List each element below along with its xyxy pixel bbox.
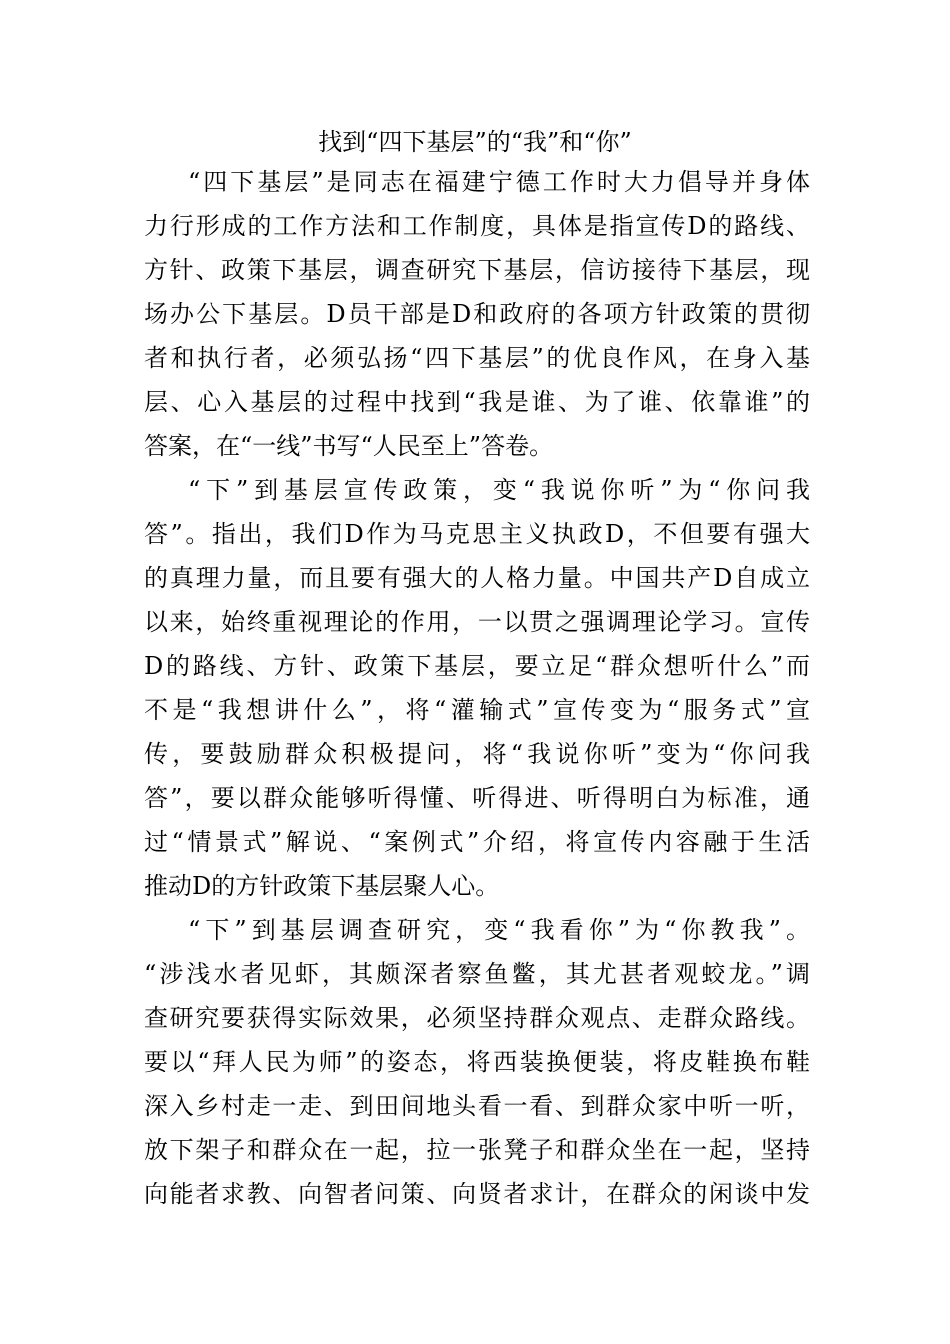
text-line: 者和执行者，必须弘扬“四下基层”的优良作风，在身入基 [144,344,810,372]
text-line: 场办公下基层。D员干部是D和政府的各项方针政策的贯彻 [144,300,810,328]
document-title: 找到“四下基层”的“我”和“你” [318,128,632,156]
text-line: 推动D的方针政策下基层聚人心。 [144,872,500,900]
text-line: “下”到基层调查研究，变“我看你”为“你教我”。 [188,916,810,944]
text-line: 答案，在“一线”书写“人民至上”答卷。 [144,432,554,460]
text-line: 答”。指出，我们D作为马克思主义执政D，不但要有强大 [144,520,810,548]
text-line: 要以“拜人民为师”的姿态，将西装换便装，将皮鞋换布鞋 [144,1048,810,1076]
text-line: 力行形成的工作方法和工作制度，具体是指宣传D的路线、 [144,212,810,240]
text-line: 层、心入基层的过程中找到“我是谁、为了谁、依靠谁”的 [144,388,810,416]
text-line: “下”到基层宣传政策，变“我说你听”为“你问我 [188,476,810,504]
text-line: 答”，要以群众能够听得懂、听得进、听得明白为标准，通 [144,784,810,812]
text-line: “四下基层”是同志在福建宁德工作时大力倡导并身体 [188,168,810,196]
text-line: 以来，始终重视理论的作用，一以贯之强调理论学习。宣传 [144,608,810,636]
text-line: 向能者求教、向智者问策、向贤者求计，在群众的闲谈中发 [144,1180,810,1208]
text-line: 方针、政策下基层，调查研究下基层，信访接待下基层，现 [144,256,810,284]
text-line: 的真理力量，而且要有强大的人格力量。中国共产D自成立 [144,564,810,592]
text-line: 过“情景式”解说、“案例式”介绍，将宣传内容融于生活 [144,828,810,856]
text-line: 不是“我想讲什么”，将“灌输式”宣传变为“服务式”宣 [144,696,810,724]
document-body [144,160,810,1216]
text-line: 查研究要获得实际效果，必须坚持群众观点、走群众路线。 [144,1004,810,1032]
text-line: 传，要鼓励群众积极提问，将“我说你听”变为“你问我 [144,740,810,768]
text-line: D的路线、方针、政策下基层，要立足“群众想听什么”而 [144,652,810,680]
text-line: 深入乡村走一走、到田间地头看一看、到群众家中听一听， [144,1092,810,1120]
text-line: “涉浅水者见虾，其颇深者察鱼鳖，其尤甚者观蛟龙。”调 [144,960,810,988]
text-line: 放下架子和群众在一起，拉一张凳子和群众坐在一起，坚持 [144,1136,810,1164]
